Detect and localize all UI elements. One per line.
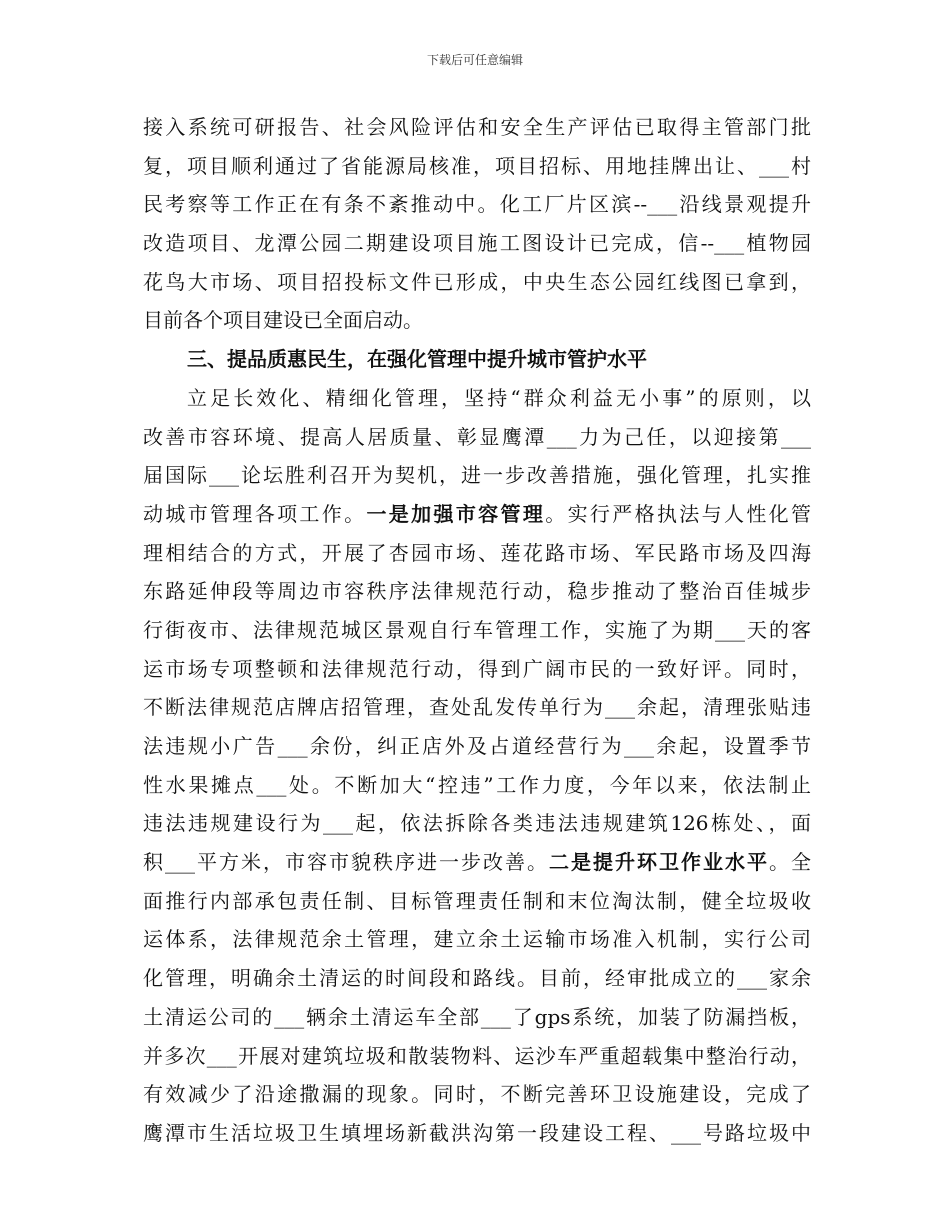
text-line: 目前各个项目建设已全面启动。 <box>143 308 423 333</box>
text-line: 法违规小广告___余份，纠正店外及占道经营行为___余起，设置季节 <box>143 734 811 758</box>
text-line: 东路延伸段等周边市容秩序法律规范行动，稳步推动了整治百佳城步 <box>143 579 811 604</box>
text-line-mixed <box>143 495 811 534</box>
text-run: 。全 <box>769 850 811 875</box>
text-line: 理相结合的方式，开展了杏园市场、莲花路市场、军民路市场及四海 <box>143 540 811 565</box>
section-heading: 三、提品质惠民生，在强化管理中提升城市管护水平 <box>187 347 647 372</box>
text-line: 改造项目、龙潭公园二期建设项目施工图设计已完成，信--___植物园 <box>143 231 811 256</box>
text-line: 违法违规建设行为___起，依法拆除各类违法违规建筑126栋处、，面 <box>143 811 811 836</box>
text-line: 性水果摊点___处。不断加大“控违”工作力度，今年以来，依法制止 <box>143 772 811 797</box>
text-line: 行街夜市、法律规范城区景观自行车管理工作，实施了为期___天的客 <box>143 617 811 642</box>
text-line: 运市场专项整顿和法律规范行动，得到广阔市民的一致好评。同时， <box>143 656 811 681</box>
document-body <box>143 108 811 1153</box>
text-run: 动城市管理各项工作。 <box>143 501 367 526</box>
text-line: 届国际___论坛胜利召开为契机，进一步改善措施，强化管理，扎实推 <box>143 463 811 488</box>
text-line: 有效减少了沿途撒漏的现象。同时，不断完善环卫设施建设，完成了 <box>143 1082 811 1107</box>
page-header-note: 下载后可任意编辑 <box>426 53 523 67</box>
text-line: 并多次___开展对建筑垃圾和散装物料、运沙车严重超载集中整治行动， <box>143 1043 811 1068</box>
bold-lead-phrase: 二是提升环卫作业水平 <box>549 850 769 875</box>
text-line: 复，项目顺利通过了省能源局核准，项目招标、用地挂牌出让、___村 <box>143 153 811 178</box>
text-line: 立足长效化、精细化管理，坚持“群众利益无小事”的原则，以 <box>187 385 811 410</box>
text-line: 民考察等工作正在有条不紊推动中。化工厂片区滨--___沿线景观提升 <box>143 192 811 217</box>
text-run: 。实行严格执法与人性化管 <box>545 501 811 526</box>
text-line: 鹰潭市生活垃圾卫生填埋场新截洪沟第一段建设工程、___号路垃圾中 <box>143 1120 811 1145</box>
text-line: 运体系，法律规范余土管理，建立余土运输市场准入机制，实行公司 <box>143 927 811 952</box>
text-run: 积___平方米，市容市貌秩序进一步改善。 <box>143 850 549 875</box>
text-line: 土清运公司的___辆余土清运车全部___了gps系统，加装了防漏挡板， <box>143 1004 811 1029</box>
text-line-mixed <box>143 843 811 882</box>
text-line: 化管理，明确余土清运的时间段和路线。目前，经审批成立的___家余 <box>143 966 811 991</box>
text-line: 不断法律规范店牌店招管理，查处乱发传单行为___余起，清理张贴违 <box>143 695 811 720</box>
bold-lead-phrase: 一是加强市容管理 <box>366 501 546 526</box>
text-line: 接入系统可研报告、社会风险评估和安全生产评估已取得主管部门批 <box>143 115 811 139</box>
text-line: 花鸟大市场、项目招投标文件已形成，中央生态公园红线图已拿到， <box>143 269 811 294</box>
text-line: 面推行内部承包责任制、目标管理责任制和末位淘汰制，健全垃圾收 <box>143 888 811 913</box>
text-line: 改善市容环境、提高人居质量、彰显鹰潭___力为己任，以迎接第___ <box>143 424 811 449</box>
